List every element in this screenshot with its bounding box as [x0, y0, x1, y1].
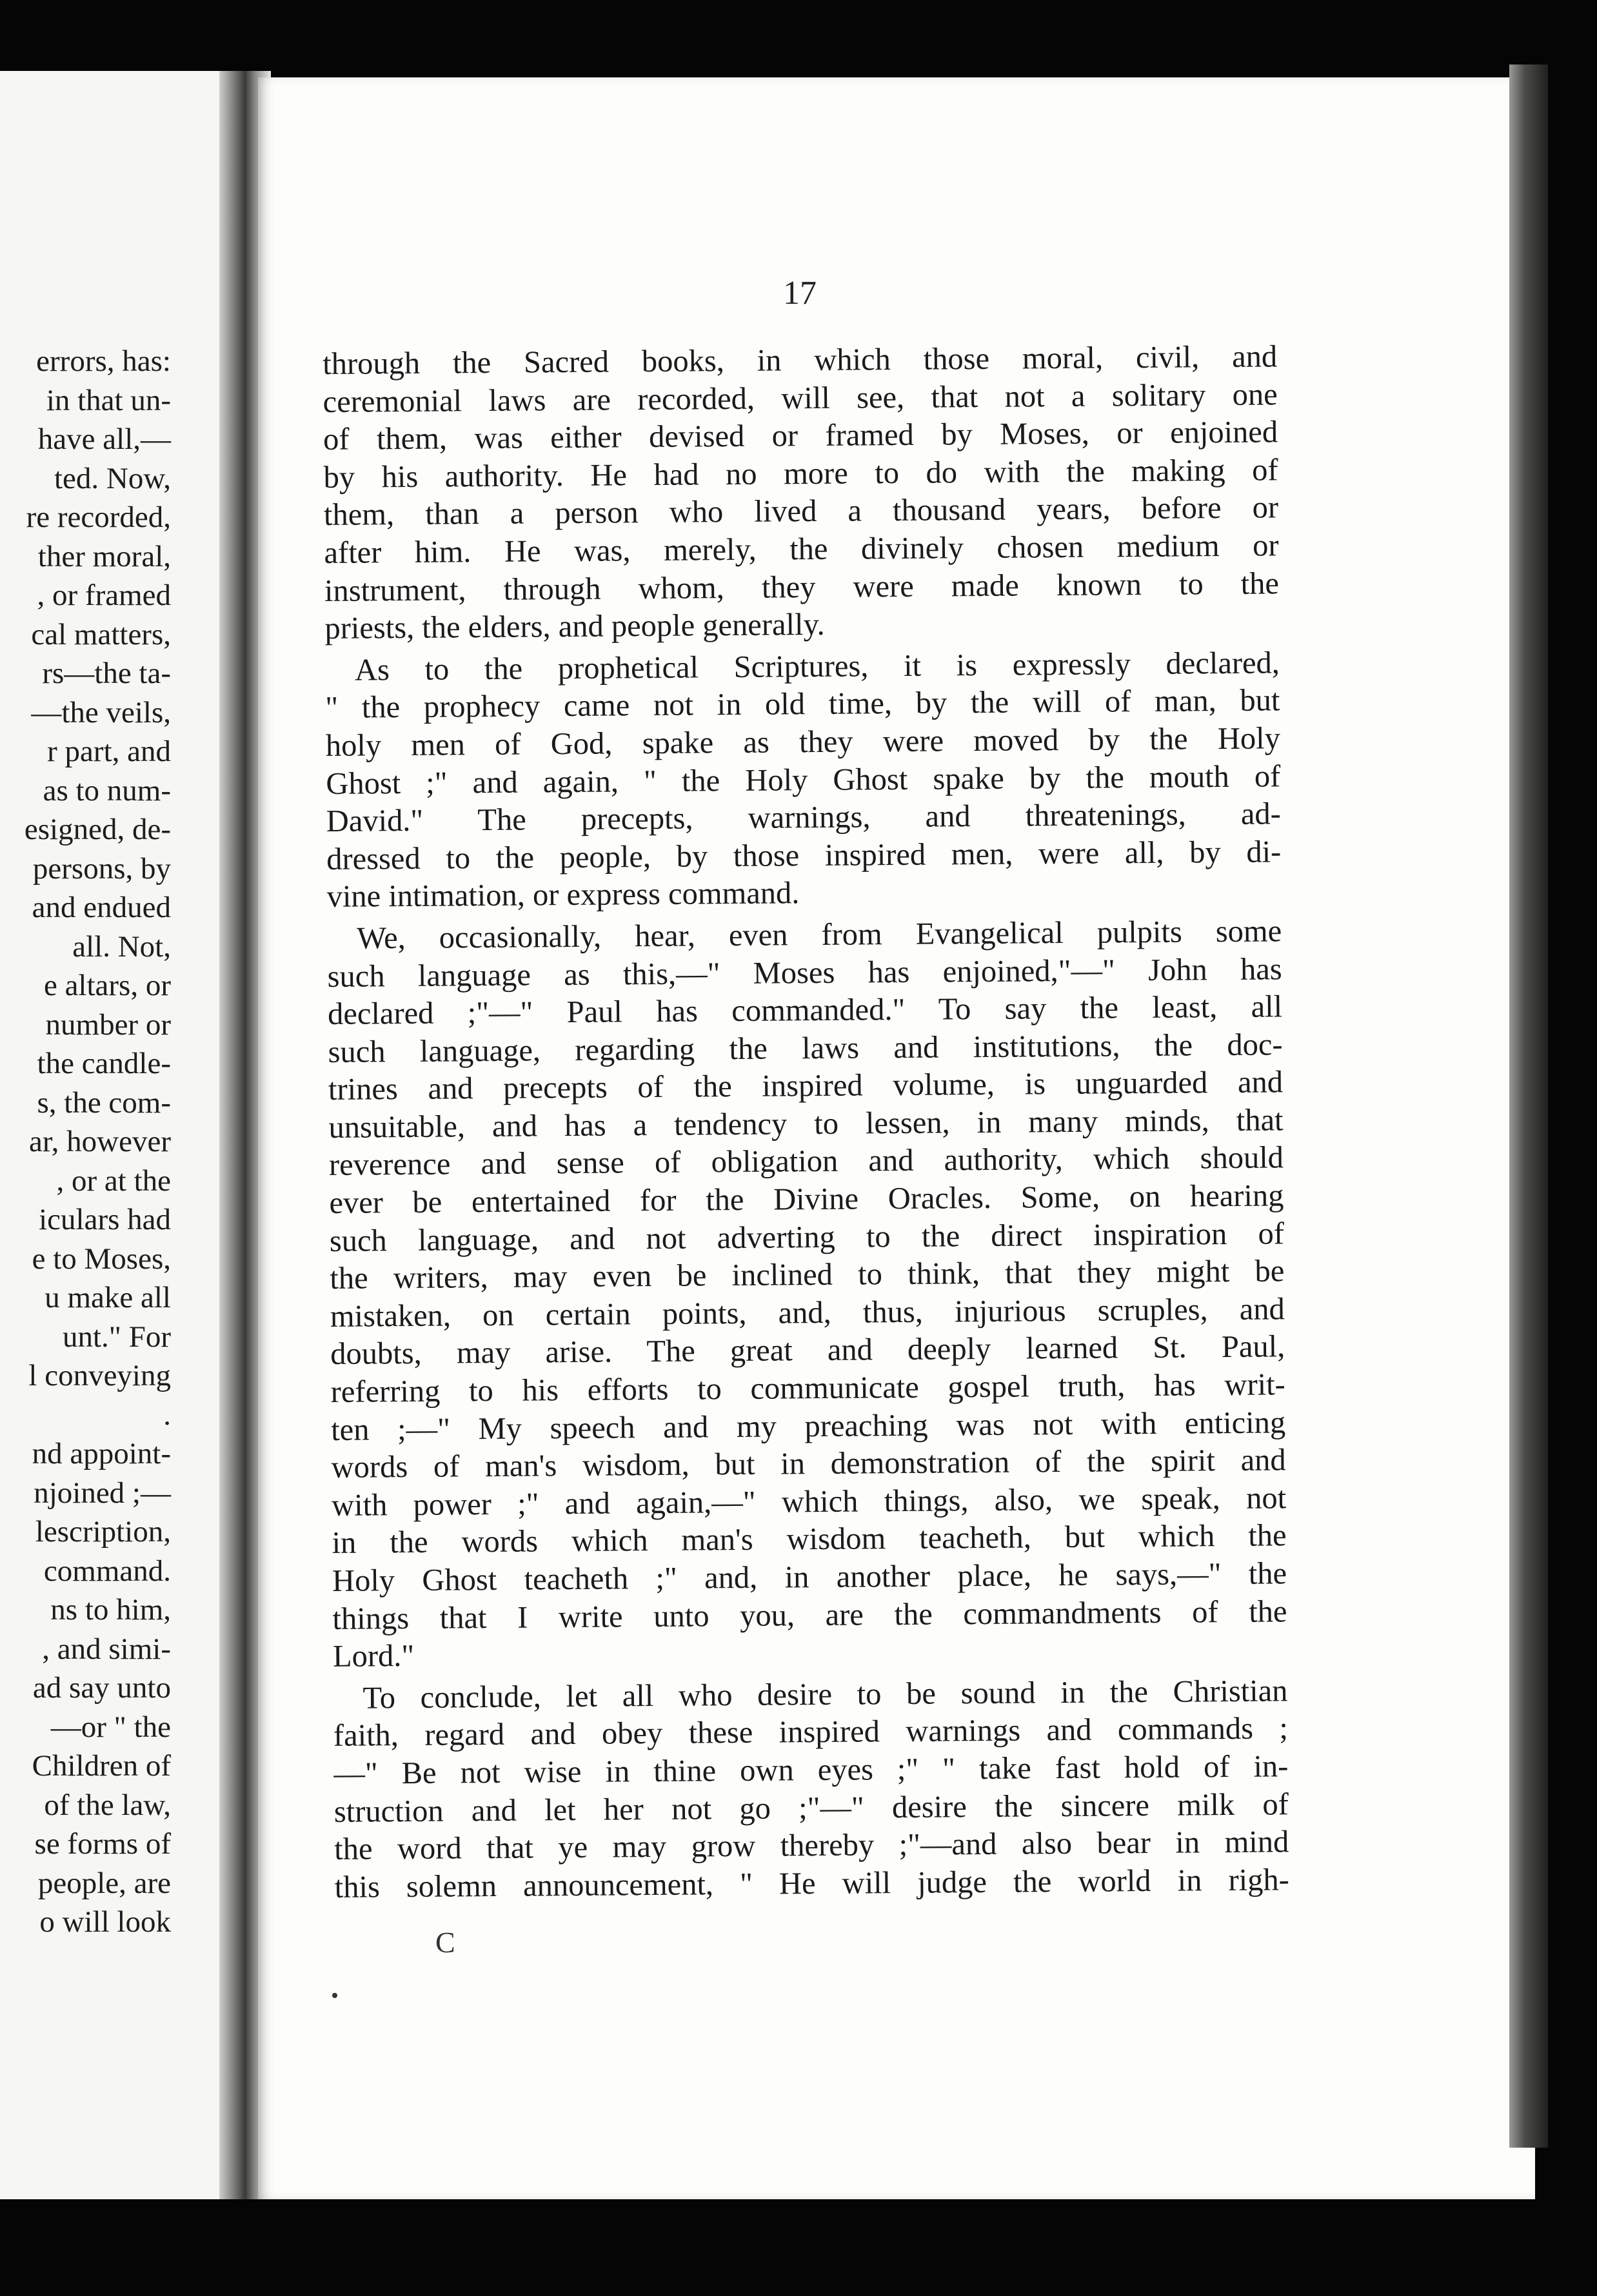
text-line: ar, however: [29, 1125, 171, 1158]
text-line: o will look: [39, 1905, 171, 1939]
text-line: ther moral,: [37, 539, 171, 573]
ink-speck: [332, 1993, 337, 1998]
text-line: iculars had: [39, 1203, 171, 1236]
text-line: Children of: [32, 1749, 171, 1783]
text-line: rs—the ta-: [42, 657, 171, 690]
text-line: We, occasionally, hear, even from Evangelical pulpits some: [357, 914, 1282, 956]
previous-page-fragment: [0, 71, 239, 2199]
text-line: Holy Ghost teacheth ;" and, in another place, he says,—" the: [332, 1556, 1287, 1598]
text-line: l conveying: [28, 1359, 171, 1392]
text-line: ten ;—" My speech and my preaching was not with enticing: [330, 1405, 1286, 1447]
text-line: e to Moses,: [32, 1242, 171, 1276]
text-line: in the words which man's wisdom teacheth, but which the: [332, 1518, 1287, 1561]
text-line: such language, and not adverting to the direct inspiration of: [329, 1216, 1285, 1258]
text-line: as to num-: [43, 773, 171, 807]
text-line: errors, has:: [36, 344, 171, 378]
text-line: To conclude, let all who desire to be sound in the Christian: [362, 1674, 1288, 1716]
text-line: trines and precepts of the inspired volume, is unguarded and: [328, 1065, 1284, 1107]
text-line: .: [163, 1398, 171, 1432]
text-line: As to the prophetical Scriptures, it is expressly declared,: [354, 646, 1280, 688]
text-line: command.: [43, 1554, 171, 1588]
text-line: ted. Now,: [54, 461, 171, 495]
text-line: re recorded,: [26, 500, 171, 534]
text-line: vine intimation, or express command.: [326, 876, 800, 915]
text-line: priests, the elders, and people generally.: [324, 608, 825, 646]
text-line: njoined ;—: [34, 1476, 171, 1510]
text-line: ever be entertained for the Divine Oracles. Some, on hearing: [329, 1178, 1284, 1221]
text-line: faith, regard and obey these inspired warnings and commands ;: [333, 1711, 1289, 1754]
text-line: things that I write unto you, are the commandments of the: [332, 1594, 1287, 1636]
text-line: through the Sacred books, in which those moral, civil, and: [322, 339, 1278, 381]
text-line: the candle-: [37, 1047, 171, 1080]
text-line: instrument, through whom, they were made known to the: [324, 566, 1280, 608]
text-line: ad say unto: [32, 1671, 171, 1705]
text-line: in that un-: [46, 383, 171, 417]
text-line: lescription,: [35, 1515, 171, 1549]
text-line: David." The precepts, warnings, and threatenings, ad-: [326, 797, 1281, 839]
text-line: number or: [45, 1007, 171, 1042]
text-line: with power ;" and again,—" which things, also, we speak, not: [331, 1481, 1287, 1523]
text-line: , and simi-: [42, 1632, 171, 1666]
text-line: mistaken, on certain points, and, thus, injurious scruples, and: [330, 1292, 1285, 1334]
text-line: by his authority. He had no more to do with the making of: [323, 453, 1278, 495]
text-line: —the veils,: [31, 695, 171, 729]
page-number: 17: [783, 275, 817, 312]
text-line: unt." For: [62, 1320, 171, 1354]
text-line: " the prophecy came not in old time, by the will of man, but: [325, 683, 1280, 726]
text-line: declared ;"—" Paul has commanded." To say the least, all: [327, 989, 1283, 1032]
text-line: persons, by: [32, 851, 171, 886]
text-line: and endued: [32, 891, 171, 924]
text-line: referring to his efforts to communicate gospel truth, has writ-: [330, 1367, 1285, 1409]
text-line: holy men of God, spake as they were moved by the Holy: [325, 721, 1281, 763]
text-line: Ghost ;" and again, " the Holy Ghost spake by the mouth of: [326, 758, 1281, 801]
text-line: struction and let her not go ;"—" desire the sincere milk of: [333, 1786, 1289, 1829]
previous-page-text: [0, 342, 171, 1942]
text-line: reverence and sense of obligation and authority, which should: [328, 1140, 1284, 1183]
text-line: after him. He was, merely, the divinely chosen medium or: [324, 528, 1279, 570]
text-line: —or " the: [50, 1710, 171, 1744]
text-line: words of man's wisdom, but in demonstration of the spirit and: [331, 1443, 1286, 1485]
paragraph: [333, 1672, 1289, 1906]
text-line: have all,—: [37, 422, 171, 456]
text-line: , or at the: [56, 1163, 171, 1198]
text-line: the writers, may even be inclined to think, that they might be: [330, 1254, 1285, 1296]
text-line: the word that ye may grow thereby ;"—and also bear in mind: [334, 1825, 1289, 1867]
text-line: u make all: [45, 1281, 171, 1314]
text-line: all. Not,: [72, 929, 171, 964]
page-body: [322, 338, 1289, 1910]
paragraph: [322, 338, 1280, 648]
text-line: esigned, de-: [24, 813, 171, 846]
text-line: people, are: [37, 1866, 171, 1900]
paragraph: [327, 913, 1287, 1676]
text-line: nd appoint-: [32, 1437, 171, 1470]
signature-mark: C: [435, 1926, 455, 1959]
text-line: this solemn announcement, " He will judge the world in righ-: [334, 1863, 1289, 1905]
text-line: , or framed: [37, 579, 171, 612]
text-line: —" Be not wise in thine own eyes ;" " take fast hold of in-: [333, 1749, 1289, 1791]
text-line: e altars, or: [43, 969, 171, 1002]
text-line: unsuitable, and has a tendency to lessen, in many minds, that: [328, 1103, 1284, 1145]
text-line: dressed to the people, by those inspired men, were all, by di-: [326, 835, 1282, 876]
text-line: ns to him,: [50, 1593, 171, 1627]
page-edge-shadow: [1509, 64, 1548, 2148]
text-line: of them, was either devised or framed by Moses, or enjoined: [322, 415, 1278, 457]
text-line: r part, and: [47, 735, 171, 768]
text-line: doubts, may arise. The great and deeply learned St. Paul,: [330, 1329, 1285, 1372]
text-line: Lord.": [332, 1639, 415, 1674]
text-line: of the law,: [44, 1788, 171, 1822]
text-line: such language as this,—" Moses has enjoined,"—" John has: [327, 951, 1282, 994]
text-line: them, than a person who lived a thousand years, before or: [323, 490, 1279, 533]
text-line: cal matters,: [31, 617, 171, 651]
text-line: such language, regarding the laws and institutions, the doc-: [328, 1027, 1283, 1069]
paragraph: [325, 644, 1282, 916]
text-line: se forms of: [34, 1827, 171, 1861]
text-line: s, the com-: [37, 1085, 171, 1120]
text-line: ceremonial laws are recorded, will see, that not a solitary one: [322, 377, 1278, 419]
